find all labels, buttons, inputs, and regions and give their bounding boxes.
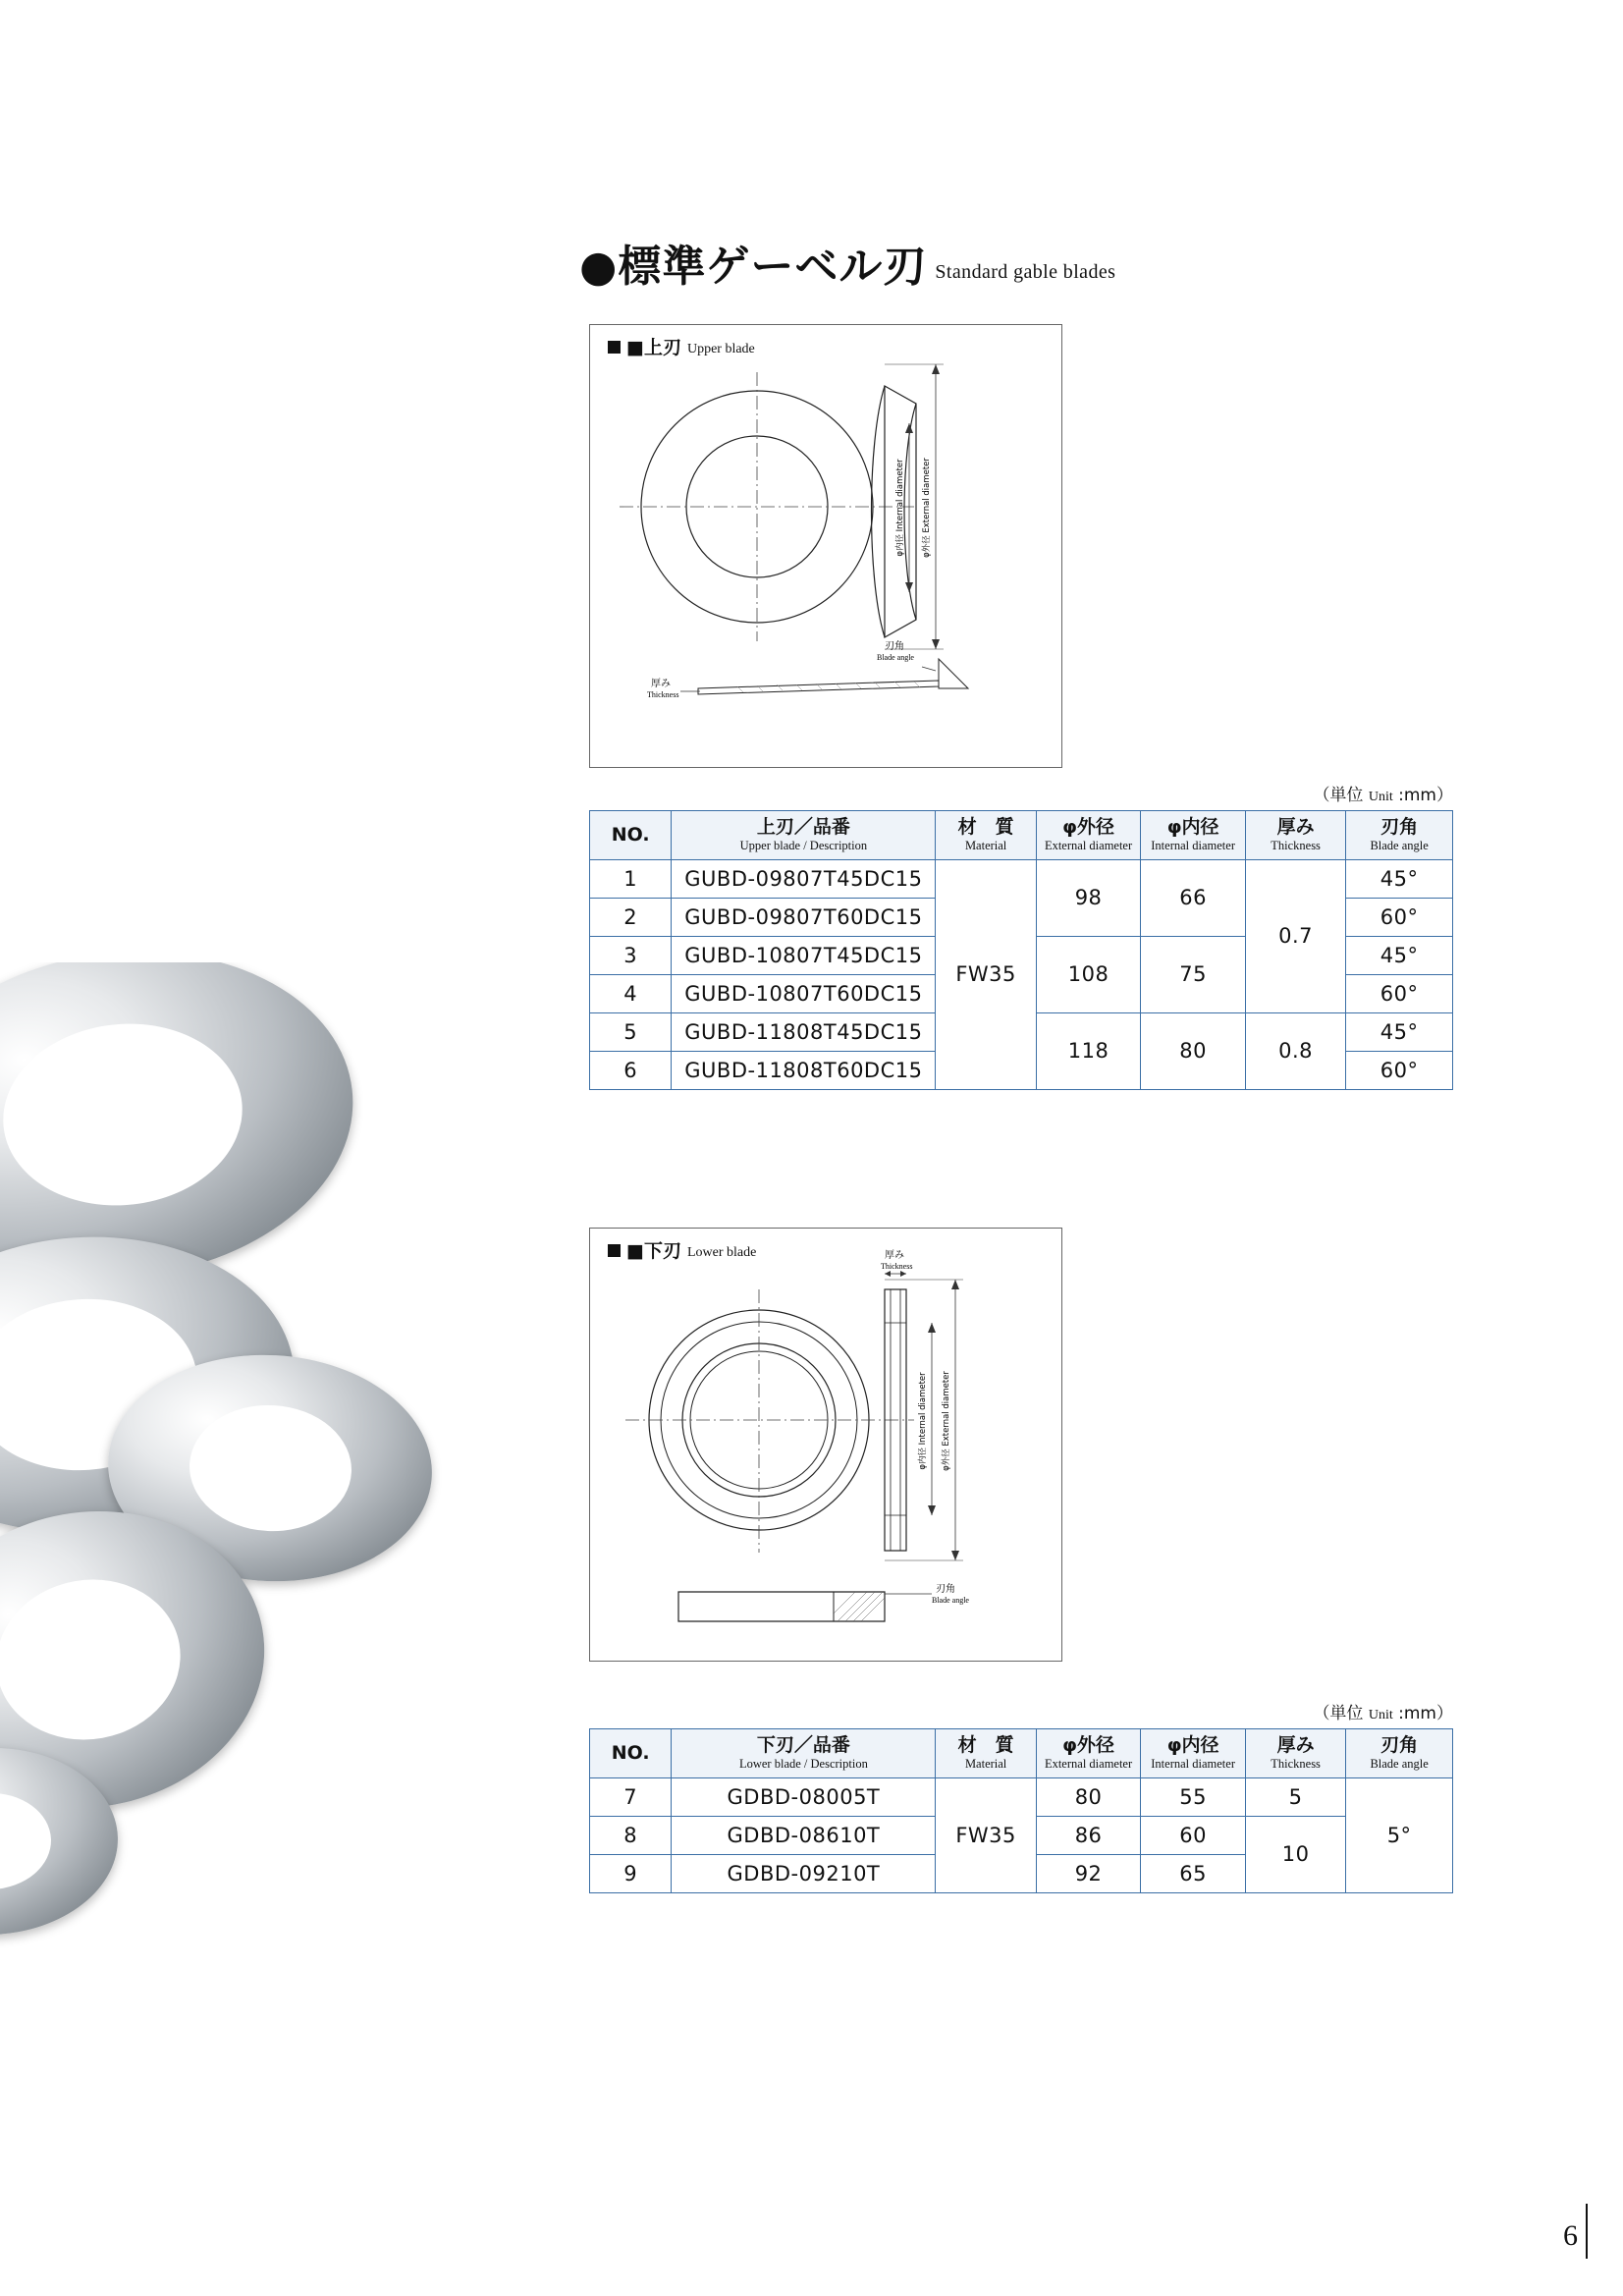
lower-blade-figure — [589, 1228, 1062, 1662]
svg-text:φ内径 Internal diameter: φ内径 Internal diameter — [918, 1372, 928, 1470]
cell-external: 92 — [1036, 1854, 1141, 1892]
cell-part: GUBD-11808T45DC15 — [672, 1012, 936, 1051]
cell-angle: 45° — [1346, 859, 1453, 898]
cell-angle: 5° — [1346, 1777, 1453, 1892]
table-header-row — [590, 1729, 1453, 1778]
header-internal — [1141, 811, 1246, 860]
cell-no: 2 — [590, 898, 672, 936]
header-external-en: External diameter — [1044, 1756, 1133, 1771]
header-external-en: External diameter — [1044, 838, 1133, 852]
svg-text:Blade angle: Blade angle — [932, 1596, 969, 1605]
cell-external: 80 — [1036, 1777, 1141, 1816]
header-part-en: Upper blade / Description — [739, 838, 868, 852]
cell-part: GDBD-08610T — [672, 1816, 936, 1854]
cell-no: 4 — [590, 974, 672, 1012]
svg-text:Blade angle: Blade angle — [877, 653, 914, 662]
cell-part: GUBD-10807T60DC15 — [672, 974, 936, 1012]
header-angle — [1346, 1729, 1453, 1778]
unit-note-en: Unit — [1368, 790, 1393, 804]
product-photo — [0, 962, 511, 1974]
lower-blade-label-en: Lower blade — [686, 1245, 757, 1260]
table-row — [590, 1777, 1453, 1816]
upper-blade-label-en: Upper blade — [686, 342, 755, 356]
header-internal-en: Internal diameter — [1151, 1756, 1235, 1771]
cell-thickness: 0.8 — [1245, 1012, 1345, 1089]
cell-part: GUBD-10807T45DC15 — [672, 936, 936, 974]
header-internal-jp: φ内径 — [1166, 1734, 1219, 1756]
cell-no: 6 — [590, 1051, 672, 1089]
header-external — [1036, 811, 1141, 860]
cell-no: 7 — [590, 1777, 672, 1816]
unit-note-jp-close: :mm） — [1392, 1704, 1453, 1723]
cell-part: GUBD-09807T60DC15 — [672, 898, 936, 936]
header-part — [672, 811, 936, 860]
header-internal — [1141, 1729, 1246, 1778]
header-no-jp: NO. — [611, 1741, 650, 1764]
page-number: 6 — [1563, 2219, 1578, 2252]
cell-internal: 60 — [1141, 1816, 1246, 1854]
cell-no: 1 — [590, 859, 672, 898]
svg-text:厚み: 厚み — [651, 679, 671, 689]
svg-text:Thickness: Thickness — [647, 690, 679, 699]
header-thickness-en: Thickness — [1271, 1756, 1321, 1771]
header-part-jp: 下刃／品番 — [756, 1734, 850, 1756]
cell-thickness: 10 — [1245, 1816, 1345, 1892]
unit-note-jp-open: （単位 — [1313, 786, 1369, 805]
header-no — [590, 811, 672, 860]
header-thickness — [1245, 1729, 1345, 1778]
header-thickness-jp: 厚み — [1276, 1734, 1315, 1756]
cell-no: 8 — [590, 1816, 672, 1854]
header-no — [590, 1729, 672, 1778]
cell-angle: 45° — [1346, 936, 1453, 974]
upper-blade-table — [589, 810, 1453, 1090]
header-material-en: Material — [964, 838, 1007, 852]
cell-internal: 75 — [1141, 936, 1246, 1012]
unit-note-lower — [1159, 1699, 1453, 1723]
cell-angle: 60° — [1346, 1051, 1453, 1089]
header-material — [936, 811, 1036, 860]
header-external — [1036, 1729, 1141, 1778]
svg-text:φ外径 External diameter: φ外径 External diameter — [922, 458, 932, 558]
cell-internal: 80 — [1141, 1012, 1246, 1089]
header-internal-en: Internal diameter — [1151, 838, 1235, 852]
header-part-en: Lower blade / Description — [738, 1756, 868, 1771]
header-angle-jp: 刃角 — [1380, 1734, 1419, 1756]
header-no-jp: NO. — [611, 823, 650, 846]
unit-note-jp-open: （単位 — [1313, 1704, 1369, 1723]
unit-note-en: Unit — [1368, 1708, 1393, 1722]
cell-part: GUBD-09807T45DC15 — [672, 859, 936, 898]
page-title-en: Standard gable blades — [935, 261, 1116, 283]
svg-text:Thickness: Thickness — [881, 1262, 913, 1271]
page-title-jp: ●標準ゲーベル刃 — [579, 242, 928, 292]
lower-blade-table — [589, 1728, 1453, 1893]
page-number-rule — [1586, 2204, 1588, 2259]
header-angle-jp: 刃角 — [1380, 816, 1419, 838]
cell-part: GDBD-09210T — [672, 1854, 936, 1892]
header-material-jp: 材 質 — [957, 816, 1014, 838]
cell-internal: 55 — [1141, 1777, 1246, 1816]
cell-external: 86 — [1036, 1816, 1141, 1854]
header-thickness — [1245, 811, 1345, 860]
svg-text:刃角: 刃角 — [885, 641, 904, 652]
header-thickness-en: Thickness — [1271, 838, 1321, 852]
cell-angle: 45° — [1346, 1012, 1453, 1051]
lower-blade-label-jp: ■下刃 — [626, 1240, 681, 1262]
lower-blade-drawing — [590, 1229, 1061, 1661]
cell-thickness: 5 — [1245, 1777, 1345, 1816]
cell-part: GUBD-11808T60DC15 — [672, 1051, 936, 1089]
page-title — [579, 242, 1116, 292]
table-header-row — [590, 811, 1453, 860]
upper-blade-label-jp: ■上刃 — [626, 337, 681, 358]
cell-angle: 60° — [1346, 898, 1453, 936]
header-thickness-jp: 厚み — [1276, 816, 1315, 838]
table-row — [590, 859, 1453, 898]
header-angle — [1346, 811, 1453, 860]
cell-angle: 60° — [1346, 974, 1453, 1012]
svg-text:刃角: 刃角 — [936, 1584, 955, 1595]
cell-no: 5 — [590, 1012, 672, 1051]
cell-no: 9 — [590, 1854, 672, 1892]
header-internal-jp: φ内径 — [1166, 816, 1219, 838]
header-material-jp: 材 質 — [957, 1734, 1014, 1756]
header-external-jp: φ外径 — [1062, 1734, 1114, 1756]
cell-external: 98 — [1036, 859, 1141, 936]
cell-part: GDBD-08005T — [672, 1777, 936, 1816]
cell-material: FW35 — [936, 1777, 1036, 1892]
svg-text:厚み: 厚み — [885, 1250, 904, 1261]
header-part-jp: 上刃／品番 — [756, 816, 850, 838]
svg-text:φ外径 External diameter: φ外径 External diameter — [942, 1371, 951, 1471]
header-external-jp: φ外径 — [1062, 816, 1114, 838]
cell-thickness: 0.7 — [1245, 859, 1345, 1012]
cell-external: 108 — [1036, 936, 1141, 1012]
cell-external: 118 — [1036, 1012, 1141, 1089]
header-angle-en: Blade angle — [1370, 838, 1429, 852]
header-material-en: Material — [964, 1756, 1007, 1771]
header-part — [672, 1729, 936, 1778]
cell-internal: 65 — [1141, 1854, 1246, 1892]
upper-blade-figure — [589, 324, 1062, 768]
cell-material: FW35 — [936, 859, 1036, 1089]
upper-blade-drawing — [590, 325, 1061, 767]
unit-note-jp-close: :mm） — [1392, 786, 1453, 805]
svg-text:φ内径 Internal diameter: φ内径 Internal diameter — [895, 459, 905, 557]
cell-no: 3 — [590, 936, 672, 974]
cell-internal: 66 — [1141, 859, 1246, 936]
header-angle-en: Blade angle — [1370, 1756, 1429, 1771]
unit-note-upper — [1159, 781, 1453, 805]
header-material — [936, 1729, 1036, 1778]
